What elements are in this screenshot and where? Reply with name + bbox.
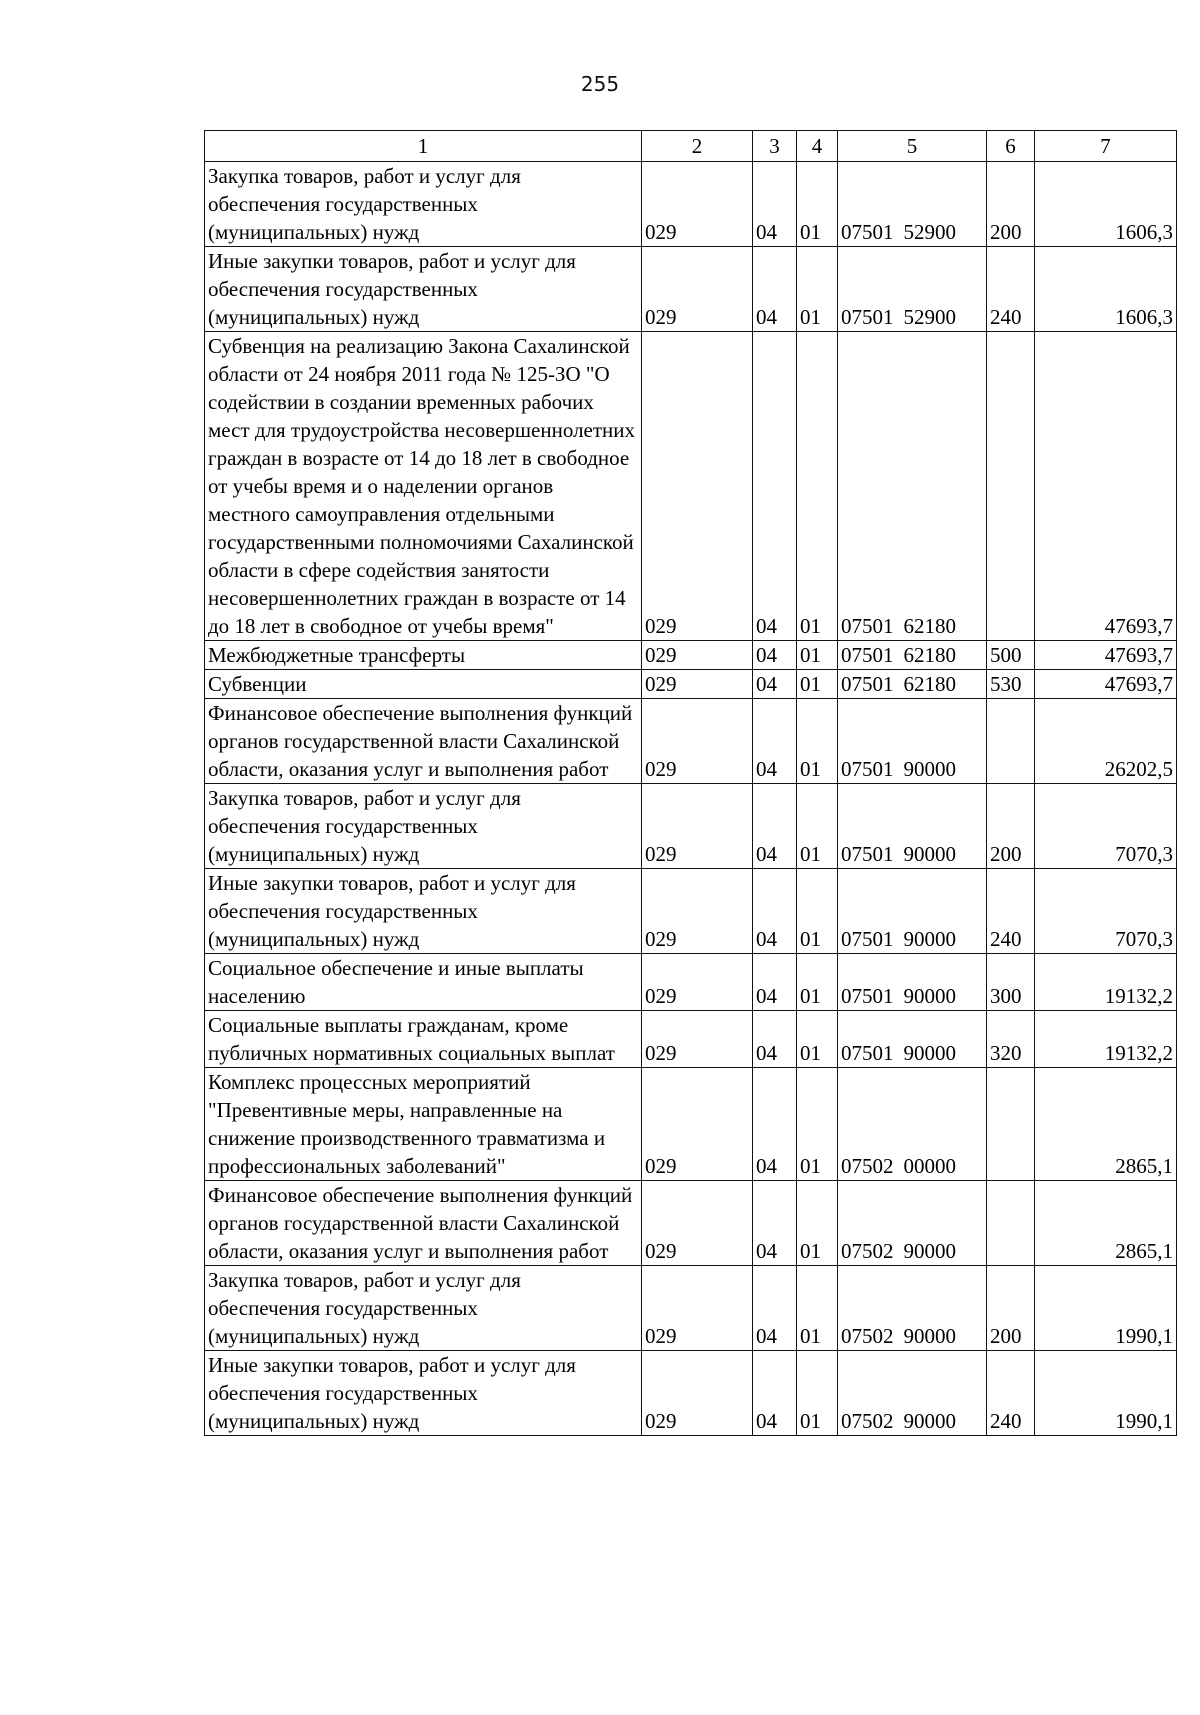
page-number: 255: [580, 72, 620, 96]
table-row: [205, 1011, 1177, 1068]
row-subsection: 01: [797, 1351, 838, 1436]
target-direction-code: 00000: [903, 1154, 956, 1178]
row-expense-type: 200: [987, 162, 1035, 247]
column-header-7: 7: [1035, 131, 1177, 162]
target-program-code: 07501: [841, 984, 894, 1008]
row-admin-code: 029: [642, 1011, 753, 1068]
row-admin-code: 029: [642, 670, 753, 699]
row-amount: 19132,2: [1035, 1011, 1177, 1068]
row-name: Иные закупки товаров, работ и услуг для обеспечения государственных (муниципальных) нужд: [205, 247, 642, 332]
row-expense-type: [987, 332, 1035, 641]
target-direction-code: 90000: [903, 842, 956, 866]
table-row: [205, 1068, 1177, 1181]
row-amount: 47693,7: [1035, 332, 1177, 641]
row-target-article: [838, 247, 987, 332]
row-name: Финансовое обеспечение выполнения функций органов государственной власти Сахалинской области, оказания услуг и выполнения работ: [205, 699, 642, 784]
row-section: 04: [753, 1011, 797, 1068]
row-admin-code: 029: [642, 869, 753, 954]
row-subsection: 01: [797, 641, 838, 670]
row-name: Закупка товаров, работ и услуг для обеспечения государственных (муниципальных) нужд: [205, 162, 642, 247]
row-target-article: [838, 1266, 987, 1351]
table-row: [205, 641, 1177, 670]
row-subsection: 01: [797, 1181, 838, 1266]
row-amount: 19132,2: [1035, 954, 1177, 1011]
target-program-code: 07501: [841, 672, 894, 696]
row-target-article: [838, 954, 987, 1011]
target-program-code: 07501: [841, 643, 894, 667]
row-name: Субвенция на реализацию Закона Сахалинской области от 24 ноября 2011 года № 125-ЗО "О содействии в создании временных рабочих мест для трудоустройства несовершеннолетних граждан в возрасте от 14 до 18 лет в свободное от учебы время и о наделении органов местного самоуправления отдельными государственными полномочиями Сахалинской области в сфере содействия занятости несовершеннолетних граждан в возрасте от 14 до 18 лет в свободное от учебы время": [205, 332, 642, 641]
table-row: [205, 1181, 1177, 1266]
row-target-article: [838, 641, 987, 670]
column-header-5: 5: [838, 131, 987, 162]
table-row: [205, 954, 1177, 1011]
target-direction-code: 62180: [903, 614, 956, 638]
row-amount: 2865,1: [1035, 1068, 1177, 1181]
row-subsection: 01: [797, 1266, 838, 1351]
row-admin-code: 029: [642, 954, 753, 1011]
table-row: [205, 869, 1177, 954]
row-name: Закупка товаров, работ и услуг для обеспечения государственных (муниципальных) нужд: [205, 1266, 642, 1351]
target-direction-code: 62180: [903, 643, 956, 667]
table-row: [205, 1266, 1177, 1351]
row-admin-code: 029: [642, 784, 753, 869]
column-header-3: 3: [753, 131, 797, 162]
row-admin-code: 029: [642, 1351, 753, 1436]
row-target-article: [838, 1181, 987, 1266]
row-section: 04: [753, 699, 797, 784]
table-row: [205, 1351, 1177, 1436]
row-expense-type: [987, 1181, 1035, 1266]
row-amount: 1990,1: [1035, 1351, 1177, 1436]
row-section: 04: [753, 670, 797, 699]
row-amount: 1990,1: [1035, 1266, 1177, 1351]
target-direction-code: 90000: [903, 984, 956, 1008]
target-program-code: 07501: [841, 1041, 894, 1065]
table-row: [205, 162, 1177, 247]
row-amount: 2865,1: [1035, 1181, 1177, 1266]
row-subsection: 01: [797, 332, 838, 641]
row-admin-code: 029: [642, 699, 753, 784]
row-subsection: 01: [797, 1011, 838, 1068]
row-section: 04: [753, 1068, 797, 1181]
column-number-row: [205, 131, 1177, 162]
row-section: 04: [753, 641, 797, 670]
row-amount: 7070,3: [1035, 784, 1177, 869]
row-name: Социальное обеспечение и иные выплаты населению: [205, 954, 642, 1011]
target-program-code: 07501: [841, 757, 894, 781]
row-name: Межбюджетные трансферты: [205, 641, 642, 670]
column-header-2: 2: [642, 131, 753, 162]
row-admin-code: 029: [642, 162, 753, 247]
target-program-code: 07502: [841, 1409, 894, 1433]
row-expense-type: 300: [987, 954, 1035, 1011]
row-amount: 1606,3: [1035, 247, 1177, 332]
row-section: 04: [753, 1181, 797, 1266]
row-expense-type: 200: [987, 1266, 1035, 1351]
row-section: 04: [753, 332, 797, 641]
row-name: Комплекс процессных мероприятий "Превентивные меры, направленные на снижение производственного травматизма и профессиональных заболеваний": [205, 1068, 642, 1181]
row-admin-code: 029: [642, 1181, 753, 1266]
row-name: Закупка товаров, работ и услуг для обеспечения государственных (муниципальных) нужд: [205, 784, 642, 869]
row-subsection: 01: [797, 162, 838, 247]
row-name: Иные закупки товаров, работ и услуг для обеспечения государственных (муниципальных) нужд: [205, 869, 642, 954]
row-amount: 1606,3: [1035, 162, 1177, 247]
target-direction-code: 90000: [903, 1324, 956, 1348]
table-row: [205, 699, 1177, 784]
row-subsection: 01: [797, 869, 838, 954]
column-header-4: 4: [797, 131, 838, 162]
row-subsection: 01: [797, 784, 838, 869]
row-subsection: 01: [797, 954, 838, 1011]
row-section: 04: [753, 869, 797, 954]
row-amount: 47693,7: [1035, 670, 1177, 699]
row-target-article: [838, 869, 987, 954]
table-row: [205, 784, 1177, 869]
target-program-code: 07501: [841, 305, 894, 329]
target-direction-code: 52900: [903, 305, 956, 329]
row-expense-type: 200: [987, 784, 1035, 869]
target-direction-code: 62180: [903, 672, 956, 696]
row-name: Социальные выплаты гражданам, кроме публичных нормативных социальных выплат: [205, 1011, 642, 1068]
row-section: 04: [753, 162, 797, 247]
target-direction-code: 90000: [903, 757, 956, 781]
row-expense-type: 500: [987, 641, 1035, 670]
row-target-article: [838, 1068, 987, 1181]
row-name: Финансовое обеспечение выполнения функций органов государственной власти Сахалинской области, оказания услуг и выполнения работ: [205, 1181, 642, 1266]
row-admin-code: 029: [642, 1068, 753, 1181]
target-direction-code: 52900: [903, 220, 956, 244]
table-row: [205, 332, 1177, 641]
budget-table: [204, 130, 1177, 1436]
row-expense-type: [987, 1068, 1035, 1181]
row-subsection: 01: [797, 670, 838, 699]
target-program-code: 07501: [841, 220, 894, 244]
row-expense-type: 240: [987, 1351, 1035, 1436]
row-amount: 47693,7: [1035, 641, 1177, 670]
row-section: 04: [753, 954, 797, 1011]
row-expense-type: 240: [987, 247, 1035, 332]
row-amount: 7070,3: [1035, 869, 1177, 954]
table-row: [205, 670, 1177, 699]
row-target-article: [838, 699, 987, 784]
row-amount: 26202,5: [1035, 699, 1177, 784]
row-expense-type: 320: [987, 1011, 1035, 1068]
row-section: 04: [753, 1351, 797, 1436]
target-program-code: 07502: [841, 1239, 894, 1263]
row-subsection: 01: [797, 247, 838, 332]
row-admin-code: 029: [642, 641, 753, 670]
target-direction-code: 90000: [903, 1239, 956, 1263]
table-row: [205, 247, 1177, 332]
column-header-6: 6: [987, 131, 1035, 162]
row-target-article: [838, 162, 987, 247]
row-admin-code: 029: [642, 247, 753, 332]
row-subsection: 01: [797, 1068, 838, 1181]
target-direction-code: 90000: [903, 927, 956, 951]
row-expense-type: 240: [987, 869, 1035, 954]
target-program-code: 07501: [841, 842, 894, 866]
column-header-1: 1: [205, 131, 642, 162]
table-body: [205, 162, 1177, 1436]
row-target-article: [838, 670, 987, 699]
target-program-code: 07502: [841, 1324, 894, 1348]
row-name: Иные закупки товаров, работ и услуг для обеспечения государственных (муниципальных) нужд: [205, 1351, 642, 1436]
row-name: Субвенции: [205, 670, 642, 699]
row-section: 04: [753, 784, 797, 869]
target-program-code: 07502: [841, 1154, 894, 1178]
target-program-code: 07501: [841, 927, 894, 951]
row-admin-code: 029: [642, 1266, 753, 1351]
row-target-article: [838, 332, 987, 641]
target-direction-code: 90000: [903, 1409, 956, 1433]
row-section: 04: [753, 247, 797, 332]
row-target-article: [838, 784, 987, 869]
row-target-article: [838, 1011, 987, 1068]
row-expense-type: [987, 699, 1035, 784]
row-admin-code: 029: [642, 332, 753, 641]
target-direction-code: 90000: [903, 1041, 956, 1065]
row-subsection: 01: [797, 699, 838, 784]
target-program-code: 07501: [841, 614, 894, 638]
row-expense-type: 530: [987, 670, 1035, 699]
row-section: 04: [753, 1266, 797, 1351]
row-target-article: [838, 1351, 987, 1436]
